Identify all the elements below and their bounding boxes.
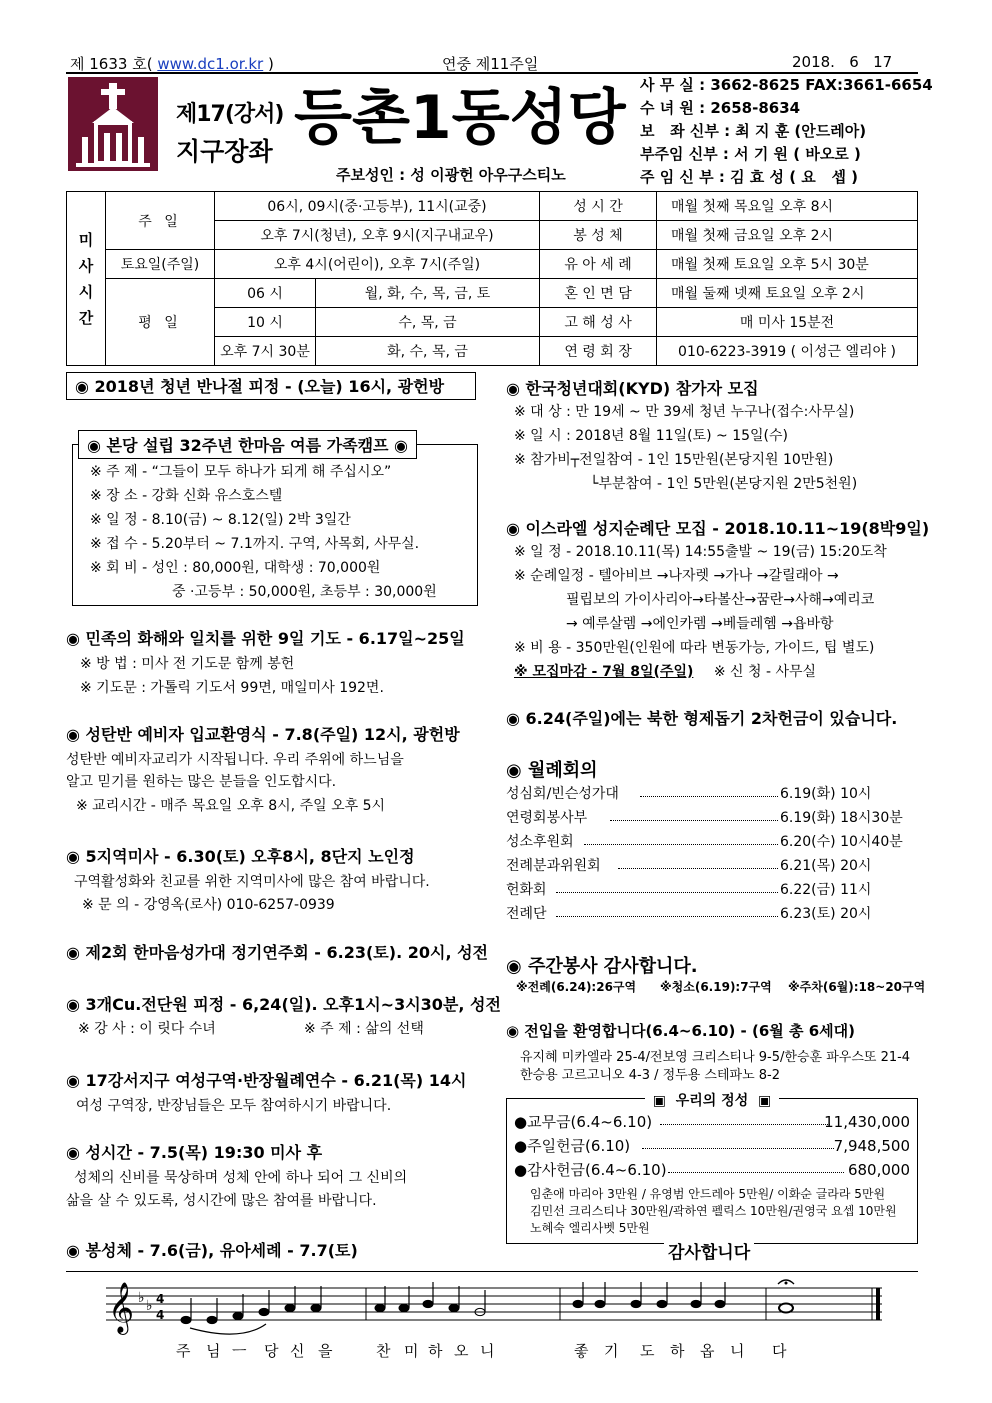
leader-dots [584,844,778,845]
issue-date: 2018. 6 17 [792,53,893,71]
lyric-syllable: 미 [404,1342,419,1360]
cu-retreat-theme: ※ 주 제 : 삶의 선택 [304,1021,424,1037]
svg-text:4: 4 [156,1292,165,1306]
music-note [259,1308,269,1315]
meeting-row: 헌화회 6.22(금) 11시 [506,882,872,898]
welcome-families: 한승용 고르고니오 4-3 / 정두용 스테파노 8-2 [520,1068,781,1083]
holy-hour-text: 성체의 신비를 묵상하며 성체 안에 하나 되어 그 신비의 [74,1170,408,1186]
lyric-syllable: 주 [176,1342,191,1360]
issue-close: ) [267,55,274,73]
zone-mass-text: 구역활성화와 친교를 위한 지역미사에 많은 참여 바랍니다. [74,874,430,890]
music-note [423,1300,433,1307]
family-camp-title: ◉ 본당 설립 32주년 한마음 여름 가족캠프 ◉ [78,430,417,459]
music-note [631,1300,641,1307]
prayer-title: ◉ 민족의 화해와 일치를 위한 9일 기도 - 6.17일~25일 [66,629,465,648]
event-name: 연 령 회 장 [540,337,657,366]
mass-schedule-table [66,191,918,366]
israel-details: ※ 일 정 - 2018.10.11(목) 14:55출발 ~ 19(금) 15:20도착 ※ 순례일정 - 텔아비브 →나자렛 →가나 →갈릴래아 → 필립보의 가이사리아→타볼산→꿈란→사해→예리코 → 예루살렘 →에인카렘 →베들레헴 →욥바항 ※ 비 용 - 350만원(인원에 따라 변동가능, 가이드, 팁 별도) ※ 모집마감 - 7월 8일(주일) ※ 신 청 - 사무실 [514,544,887,680]
church-logo [68,77,158,171]
contact-block [640,74,933,189]
lyric-syllable: ㅡ [232,1342,247,1360]
women-training-title: ◉ 17강서지구 여성구역·반장월례연수 - 6.21(목) 14시 [66,1071,467,1090]
prayer-text: ※ 기도문 : 가톨릭 기도서 99면, 매일미사 192면. [80,680,384,696]
lyric-syllable: 당 [264,1342,279,1360]
contact-assistant: 보 좌 신부 : 최 지 훈 (안드레아) [640,122,867,140]
lyric-syllable: 하 [428,1342,443,1360]
catechumen-time: ※ 교리시간 - 매주 목요일 오후 8시, 주일 오후 5시 [76,798,386,814]
kyd-details: ※ 대 상 : 만 19세 ~ 만 39세 청년 누구나(접수:사무실) ※ 일 시 : 2018년 8월 11일(토) ~ 15일(수) ※ 참가비┬전일참여 - 1인 15만원(본당지원 10만원) └부분참여 - 1인 5만원(본당지원 2만5천원) [514,404,858,492]
website-link[interactable]: www.dc1.or.kr [157,55,264,73]
monthly-meeting-title: ◉ 월례회의 [506,760,598,781]
treble-clef-icon: 𝄞 [108,1282,135,1333]
event-name: 봉 성 체 [540,221,657,250]
lyric-syllable: 니 [730,1342,745,1360]
lyric-syllable: 오 [454,1342,469,1360]
leader-dots [556,916,778,917]
meeting-row: 전례단 6.23(토) 20시 [506,906,872,922]
page-title: 등촌1동성당 [294,83,626,153]
music-note [233,1312,243,1319]
lyric-syllable: 니 [480,1342,495,1360]
weekday-days: 월, 화, 수, 목, 금, 토 [316,279,540,308]
music-divider [66,1271,918,1272]
meeting-row: 성소후원회 6.20(수) 10시40분 [506,834,903,850]
patron-saint: 주보성인 : 성 이광헌 아우구스티노 [336,166,566,184]
music-note [691,1300,701,1307]
communion-baptism: ◉ 봉성체 - 7.6(금), 유아세례 - 7.7(토) [66,1241,358,1260]
event-time: 010-6223-3919 ( 이성근 엘리야 ) [657,337,918,366]
event-name: 혼 인 면 담 [540,279,657,308]
contact-pastor: 주 임 신 부 : 김 효 성 ( 요 셉 ) [640,168,859,186]
lyrics-row [66,1340,918,1364]
offering-row: ●교무금(6.4~6.10) 11,430,000 [514,1113,910,1131]
leader-dots [668,1172,844,1173]
svg-text:♭: ♭ [138,1290,145,1306]
event-name: 유 아 세 례 [540,250,657,279]
music-note [311,1304,321,1311]
donor-list: 임춘애 마리아 3만원 / 유영범 안드레아 5만원/ 이화순 글라라 5만원 김민선 크리스티나 30만원/곽하연 펠릭스 10만원/권영국 요셉 10만원 노혜숙 엘리사벳 5만원 [530,1187,897,1235]
leader-dots [660,1124,830,1125]
lyric-syllable: 도 [640,1342,655,1360]
district-label: 제17(강서) [176,102,284,127]
leader-dots [642,1148,834,1149]
leader-dots [618,868,778,869]
sunday-label: 주 일 [106,192,215,250]
women-training-text: 여성 구역장, 반장님들은 모두 참여하시기 바랍니다. [76,1098,392,1114]
weekday-label: 평 일 [106,279,215,366]
issue-line [70,53,274,74]
weekday-time: 오후 7시 30분 [215,337,316,366]
prayer-method: ※ 방 법 : 미사 전 기도문 함께 봉헌 [80,656,295,672]
meeting-list [506,782,916,926]
event-time: 매월 둘째 넷째 토요일 오후 2시 [657,279,918,308]
weekday-time: 06 시 [215,279,316,308]
lyric-syllable: 을 [318,1342,333,1360]
lyric-syllable: 기 [604,1342,619,1360]
north-korea-collection: ◉ 6.24(주일)에는 북한 형제돕기 2차헌금이 있습니다. [506,709,898,728]
event-time: 매월 첫째 토요일 오후 5시 30분 [657,250,918,279]
leader-dots [640,796,778,797]
cross-building-icon [68,77,158,171]
event-name: 성 시 간 [540,192,657,221]
israel-apply: ※ 신 청 - 사무실 [713,664,817,680]
svg-text:4: 4 [156,1308,165,1322]
service-item: ※주차(6월):18~20구역 [788,980,926,994]
service-item: ※전례(6.24):26구역 [516,980,637,994]
family-camp-details: ※ 주 제 - “그들이 모두 하나가 되게 해 주십시오” ※ 장 소 - 강화 신화 유스호스텔 ※ 일 정 - 8.10(금) ~ 8.12(일) 2박 3일간 ※ 접 수 - 5.20부터 ~ 7.1까지. 구역, 사목회, 사무실. ※ 회 비 - 성인 : 80,000원, 대학생 : 70,000원 중 ·고등부 : 50,000원, 초등부 : 30,000원 [90,464,437,600]
contact-convent: 수 녀 원 : 2658-8634 [640,99,801,117]
offering-row: ●감사헌금(6.4~6.10) 680,000 [514,1161,910,1179]
israel-deadline: ※ 모집마감 - 7월 8일(주일) [514,664,694,680]
district-label-2: 지구장좌 [176,137,273,166]
sunday-times-2: 오후 7시(청년), 오후 9시(지구내교우) [215,221,540,250]
lyric-syllable: 하 [670,1342,685,1360]
music-note [285,1304,295,1311]
liturgical-week: 연중 제11주일 [442,55,539,73]
zone-mass-contact: ※ 문 의 - 강영옥(로사) 010-6257-0939 [82,897,335,913]
music-note [207,1316,217,1323]
thanks-label: 감사합니다 [664,1238,754,1263]
cu-retreat-speaker: ※ 강 사 : 이 릿다 수녀 [78,1021,216,1037]
music-staff [66,1278,918,1348]
lyric-syllable: 신 [290,1342,305,1360]
lyric-syllable: 다 [772,1342,787,1360]
lyric-syllable: 찬 [376,1342,391,1360]
israel-title: ◉ 이스라엘 성지순례단 모집 - 2018.10.11~19(8박9일) [506,519,930,538]
welcome-title: ◉ 전입을 환영합니다(6.4~6.10) - (6월 총 6세대) [506,1022,855,1040]
saturday-label: 토요일(주일) [106,250,215,279]
weekly-service-title: ◉ 주간봉사 감사합니다. [506,956,698,977]
leader-dots [610,820,778,821]
svg-text:♭: ♭ [146,1298,153,1314]
welcome-families: 유지혜 미카엘라 25-4/전보영 크리스티나 9-5/한승훈 파우스또 21-4 [520,1050,911,1065]
lyric-syllable: 옵 [700,1342,715,1360]
offering-title: ▣ 우리의 정성 ▣ [645,1093,779,1109]
event-time: 매월 첫째 금요일 오후 2시 [657,221,918,250]
event-time: 매월 첫째 목요일 오후 8시 [657,192,918,221]
offering-row: ●주일헌금(6.10) 7,948,500 [514,1137,910,1155]
event-name: 고 해 성 사 [540,308,657,337]
issue-number: 제 1633 호( [70,55,153,73]
choir-concert: ◉ 제2회 한마음성가대 정기연주회 - 6.23(토). 20시, 성전 [66,943,489,962]
kyd-title: ◉ 한국청년대회(KYD) 참가자 모집 [506,379,759,398]
music-note [375,1304,385,1311]
holy-hour-title: ◉ 성시간 - 7.5(목) 19:30 미사 후 [66,1143,323,1162]
music-note [657,1300,667,1307]
meeting-row: 성심회/빈슨성가대 6.19(화) 10시 [506,786,872,802]
music-note [573,1300,583,1307]
music-note [715,1300,725,1307]
holy-hour-text: 삶을 살 수 있도록, 성시간에 많은 참여를 바랍니다. [66,1193,377,1209]
service-item: ※청소(6.19):7구역 [660,980,772,994]
contact-associate: 부주임 신부 : 서 기 원 ( 바오로 ) [640,145,861,163]
zone-mass-title: ◉ 5지역미사 - 6.30(토) 오후8시, 8단지 노인정 [66,847,415,866]
leader-dots [556,892,778,893]
meeting-row: 연령회봉사부 6.19(화) 18시30분 [506,810,903,826]
lyric-syllable: 님 [206,1342,221,1360]
lyric-syllable: 좋 [574,1342,589,1360]
saturday-times: 오후 4시(어린이), 오후 7시(주일) [215,250,540,279]
weekday-days: 수, 목, 금 [316,308,540,337]
music-note [399,1304,409,1311]
youth-retreat-notice: ◉ 2018년 청년 반나절 피정 - (오늘) 16시, 광헌방 [66,372,476,400]
sunday-times-1: 06시, 09시(중·고등부), 11시(교중) [215,192,540,221]
contact-office: 사 무 실 : 3662-8625 FAX:3661-6654 [640,76,933,94]
music-note [181,1316,191,1323]
catechumen-title: ◉ 성탄반 예비자 입교환영식 - 7.8(주일) 12시, 광헌방 [66,725,460,744]
catechumen-text: 알고 믿기를 원하는 많은 분들을 인도합시다. [66,774,337,790]
music-note [595,1300,605,1307]
weekday-time: 10 시 [215,308,316,337]
cu-retreat-title: ◉ 3개Cu.전단원 피정 - 6,24(일). 오후1시~3시30분, 성전 [66,995,501,1014]
music-note [449,1304,459,1311]
weekday-days: 화, 수, 목, 금 [316,337,540,366]
meeting-row: 전례분과위원회 6.21(목) 20시 [506,858,872,874]
catechumen-text: 성탄반 예비자교리가 시작됩니다. 우리 주위에 하느님을 [66,752,404,768]
mass-times-label: 미 사 시 간 [67,192,106,366]
event-time: 매 미사 15분전 [657,308,918,337]
